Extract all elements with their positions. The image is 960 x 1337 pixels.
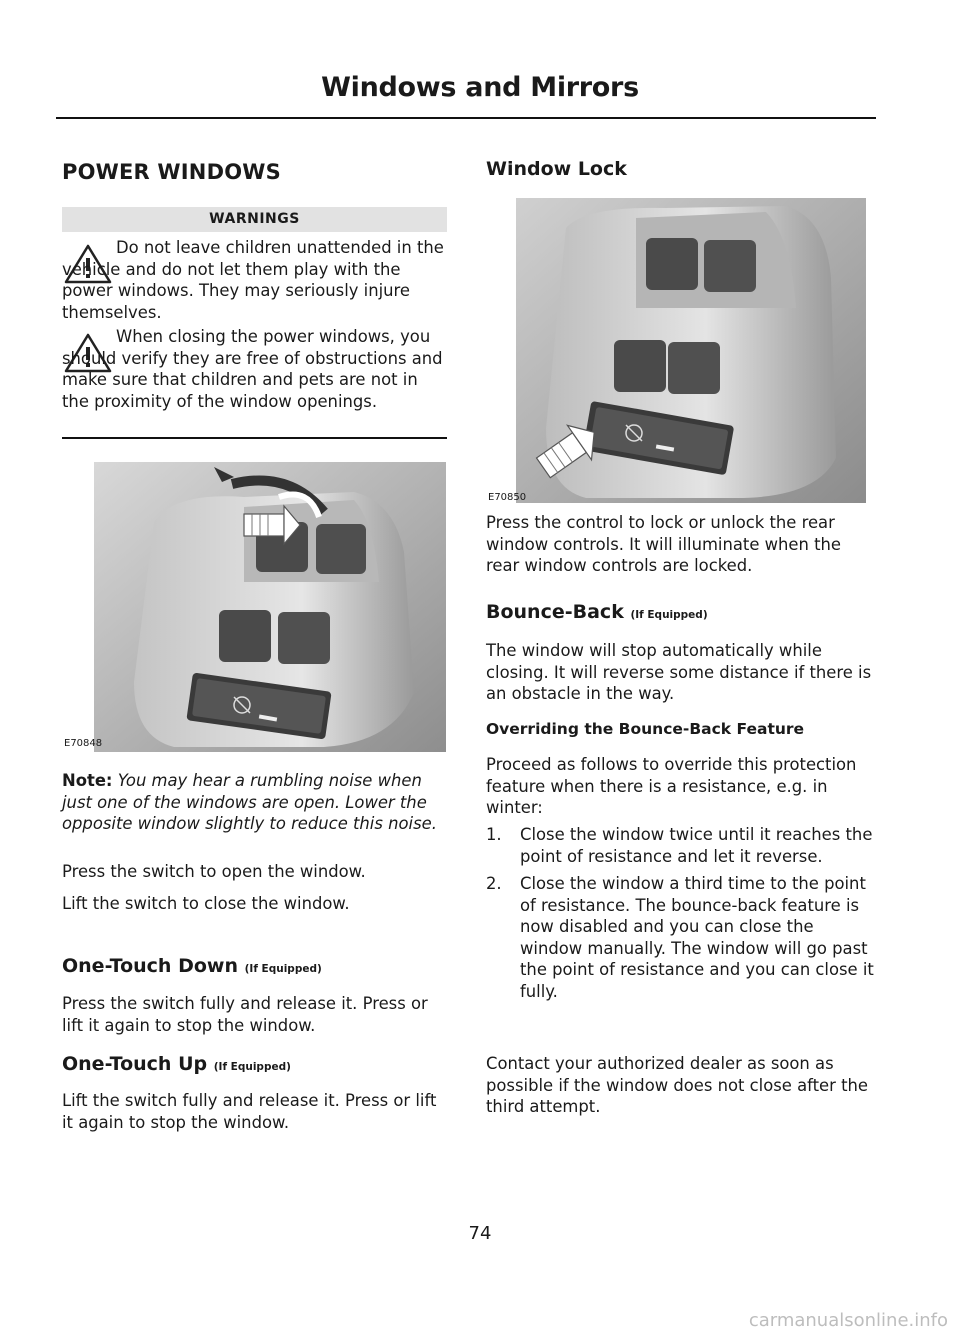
warning-text-obstructions: When closing the power windows, you should verify they are free of obstructions and make sure that children and pets are not in the proximity of the window openings. <box>62 327 443 411</box>
section-heading-power-windows: POWER WINDOWS <box>62 160 281 184</box>
section-heading-window-lock: Window Lock <box>486 158 627 180</box>
heading-overriding-bounce-back: Overriding the Bounce-Back Feature <box>486 720 805 738</box>
window-lock-switch-illustration <box>516 198 866 503</box>
figure-label: E70848 <box>64 738 103 749</box>
note-paragraph <box>62 770 452 835</box>
note-label: Note: <box>62 771 113 790</box>
paragraph-open-window: Press the switch to open the window. <box>62 862 366 881</box>
heading-bounce-back-title: Bounce-Back <box>486 601 624 623</box>
warning-text-children: Do not leave children unattended in the vehicle and do not let them play with the power windows. They may seriously injure themselves. <box>62 238 444 322</box>
paragraph-bounce-back: The window will stop automatically while closing. It will reverse some distance if there is an obstacle in the way. <box>486 641 872 703</box>
figure-label: E70850 <box>488 492 527 503</box>
paragraph-override-intro: Proceed as follows to override this protection feature when there is a resistance, e.g. in winter: <box>486 755 857 817</box>
watermark: carmanualsonline.info <box>748 1310 948 1331</box>
list-item-text: Close the window a third time to the point of resistance. The bounce-back feature is now disabled and you can close the window manually. The window will go past the point of resistance and you can close it fully. <box>520 874 874 1001</box>
paragraph-one-touch-up: Lift the switch fully and release it. Press or lift it again to stop the window. <box>62 1091 437 1132</box>
page-header-title: Windows and Mirrors <box>321 72 639 103</box>
heading-one-touch-down-title: One-Touch Down <box>62 955 238 977</box>
header-divider <box>56 117 876 119</box>
warnings-banner: WARNINGS <box>62 207 447 232</box>
power-window-switch-illustration <box>94 462 446 752</box>
page-number: 74 <box>468 1223 492 1244</box>
warnings-divider <box>62 437 447 439</box>
paragraph-window-lock: Press the control to lock or unlock the rear window controls. It will illuminate when the rear window controls are locked. <box>486 513 842 575</box>
if-equipped-label: (If Equipped) <box>244 963 322 975</box>
list-item-number: 2. <box>486 874 502 893</box>
heading-bounce-back <box>486 601 708 623</box>
heading-one-touch-up-title: One-Touch Up <box>62 1053 208 1075</box>
paragraph-close-window: Lift the switch to close the window. <box>62 894 350 913</box>
list-item <box>486 873 878 1002</box>
heading-one-touch-up <box>62 1053 291 1075</box>
if-equipped-label: (If Equipped) <box>630 609 708 621</box>
list-item-text: Close the window twice until it reaches the point of resistance and let it reverse. <box>520 825 873 866</box>
paragraph-one-touch-down: Press the switch fully and release it. Press or lift it again to stop the window. <box>62 994 428 1035</box>
list-item-number: 1. <box>486 825 502 844</box>
note-text: You may hear a rumbling noise when just one of the windows are open. Lower the opposite window slightly to reduce this noise. <box>62 771 437 833</box>
paragraph-contact-dealer: Contact your authorized dealer as soon as possible if the window does not close after the third attempt. <box>486 1054 868 1116</box>
heading-one-touch-down <box>62 955 322 977</box>
override-steps-list <box>486 824 878 1008</box>
list-item <box>486 824 878 867</box>
if-equipped-label: (If Equipped) <box>213 1061 291 1073</box>
